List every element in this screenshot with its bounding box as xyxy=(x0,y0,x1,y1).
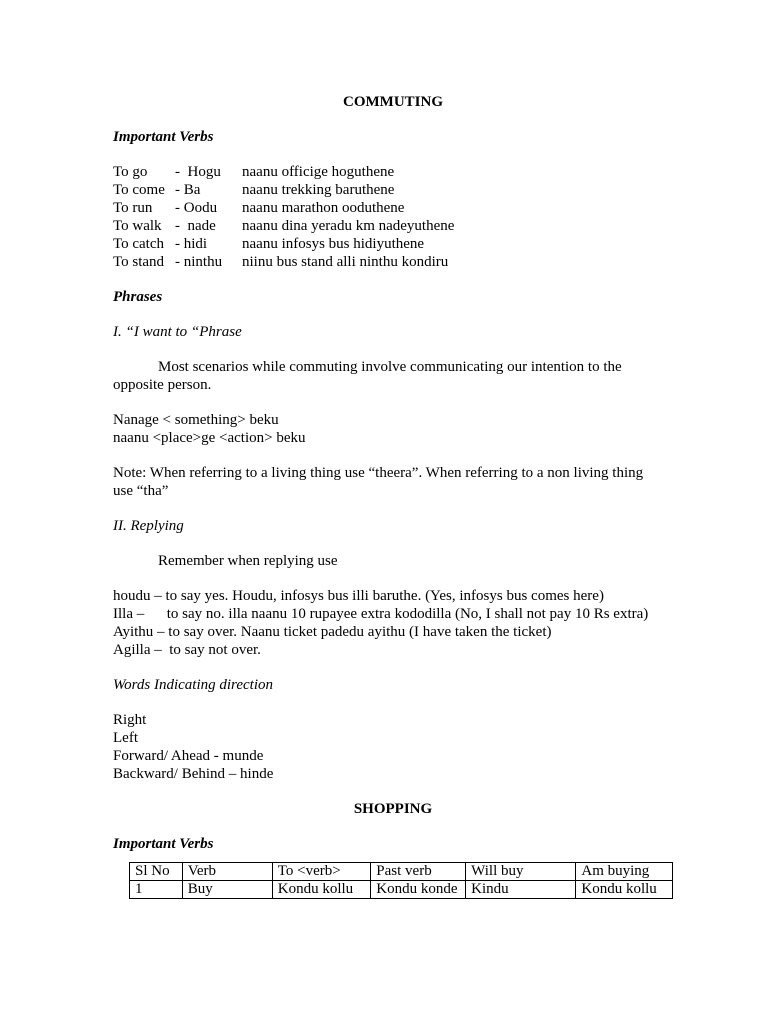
verb-example: naanu marathon ooduthene xyxy=(242,200,405,216)
direction-item: Right xyxy=(113,712,147,728)
reply-line: Ayithu – to say over. Naanu ticket padedu ayithu (I have taken the ticket) xyxy=(113,624,552,640)
direction-item: Left xyxy=(113,730,138,746)
verb-en: To go xyxy=(113,164,148,180)
table-header-cell: Past verb xyxy=(371,863,466,881)
verb-kn: - Ba xyxy=(175,182,201,198)
document-page xyxy=(113,93,673,899)
verb-example: naanu officige hoguthene xyxy=(242,164,395,180)
verb-en: To walk xyxy=(113,218,162,234)
table-cell: Buy xyxy=(182,881,272,899)
section1-paragraph-cont: opposite person. xyxy=(113,377,212,393)
commuting-verbs-heading: Important Verbs xyxy=(113,129,214,145)
verb-example: naanu dina yeradu km nadeyuthene xyxy=(242,218,455,234)
reply-line: Agilla – to say not over. xyxy=(113,642,261,658)
verb-row xyxy=(113,199,673,217)
table-cell: Kindu xyxy=(466,881,576,899)
verb-en: To run xyxy=(113,200,153,216)
table-cell: Kondu kollu xyxy=(576,881,673,899)
note-line-cont: use “tha” xyxy=(113,483,169,499)
verb-kn: - ninthu xyxy=(175,254,223,270)
shopping-title: SHOPPING xyxy=(353,801,433,817)
section2-intro: Remember when replying use xyxy=(158,553,338,569)
table-header-cell: To <verb> xyxy=(272,863,371,881)
verb-row xyxy=(113,163,673,181)
verb-kn: - Oodu xyxy=(175,200,218,216)
table-cell: Kondu konde xyxy=(371,881,466,899)
phrases-heading: Phrases xyxy=(113,289,163,305)
table-cell: 1 xyxy=(130,881,183,899)
pattern-line: Nanage < something> beku xyxy=(113,412,279,428)
direction-item: Forward/ Ahead - munde xyxy=(113,748,264,764)
shopping-verbs-table xyxy=(129,862,673,899)
section2-heading: II. Replying xyxy=(113,518,184,534)
table-cell: Kondu kollu xyxy=(272,881,371,899)
table-row xyxy=(130,881,673,899)
verb-kn: - Hogu xyxy=(175,164,221,180)
pattern-line: naanu <place>ge <action> beku xyxy=(113,430,306,446)
section1-paragraph: Most scenarios while commuting involve communicating our intention to the xyxy=(158,359,622,375)
verb-example: naanu infosys bus hidiyuthene xyxy=(242,236,425,252)
direction-item: Backward/ Behind – hinde xyxy=(113,766,274,782)
table-header-cell: Will buy xyxy=(466,863,576,881)
verb-en: To stand xyxy=(113,254,165,270)
verb-row xyxy=(113,253,673,271)
section1-heading: I. “I want to “Phrase xyxy=(113,324,242,340)
table-header-cell: Verb xyxy=(182,863,272,881)
shopping-verbs-heading: Important Verbs xyxy=(113,836,214,852)
replies-list xyxy=(113,587,673,659)
reply-line: Illa – to say no. illa naanu 10 rupayee extra kododilla (No, I shall not pay 10 Rs extra) xyxy=(113,606,649,622)
verb-row xyxy=(113,217,673,235)
verbs-list xyxy=(113,163,673,271)
note-line: Note: When referring to a living thing use “theera”. When referring to a non living thing xyxy=(113,465,644,481)
table-header-cell: Sl No xyxy=(130,863,183,881)
direction-heading: Words Indicating direction xyxy=(113,677,273,693)
reply-line: houdu – to say yes. Houdu, infosys bus illi baruthe. (Yes, infosys bus comes here) xyxy=(113,588,604,604)
verb-en: To come xyxy=(113,182,165,198)
table-header-row xyxy=(130,863,673,881)
verb-row xyxy=(113,235,673,253)
verb-en: To catch xyxy=(113,236,165,252)
verb-row xyxy=(113,181,673,199)
verb-example: niinu bus stand alli ninthu kondiru xyxy=(242,254,449,270)
verb-kn: - hidi xyxy=(175,236,208,252)
verb-example: naanu trekking baruthene xyxy=(242,182,395,198)
commuting-title: COMMUTING xyxy=(343,94,443,110)
table-header-cell: Am buying xyxy=(576,863,673,881)
verb-kn: - nade xyxy=(175,218,216,234)
